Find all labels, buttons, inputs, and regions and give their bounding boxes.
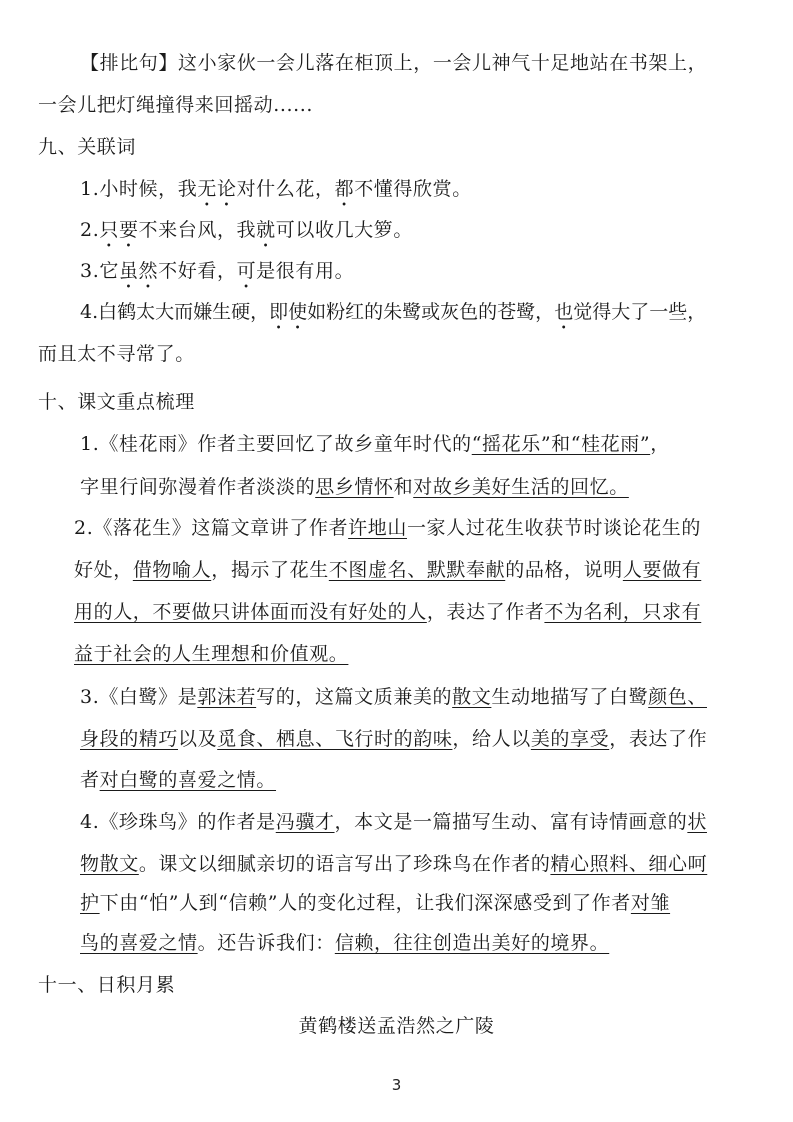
underlined-key-phrase: 不图虚名、默默奉献 [328, 559, 506, 581]
text-segment: 4.《珍珠鸟》的作者是 [80, 811, 276, 833]
text-segment: 觉得大了一些， [573, 301, 707, 323]
text-segment: 如粉红的朱鹭或灰色的苍鹭， [307, 301, 555, 323]
underlined-key-phrase: 散文 [452, 686, 492, 708]
underlined-key-phrase: 状 [687, 811, 707, 833]
text-segment: 。课文以细腻亲切的语言写出了珍珠鸟在作者的 [138, 853, 551, 875]
emphasized-conjunction: 使 [288, 301, 308, 323]
text-segment: 1.小时候，我 [80, 178, 198, 200]
text-segment: 是很有用。 [256, 260, 355, 282]
page-number: 3 [391, 1076, 402, 1094]
underlined-key-phrase: 许地山 [348, 517, 407, 539]
underlined-key-phrase: 不为名利，只求有 [544, 601, 702, 623]
underlined-key-phrase: 身段的精巧 [80, 728, 179, 750]
underlined-key-phrase: 精心照料、细心呵 [550, 853, 708, 875]
text-segment: 2.《落花生》这篇文章讲了作者 [74, 517, 349, 539]
text-segment: 字里行间弥漫着作者淡淡的 [80, 476, 316, 498]
text-segment: 好处， [74, 559, 133, 581]
parallelism-text: 这小家伙一会儿落在柜顶上，一会儿神气十足地站在书架上， [178, 52, 708, 74]
underlined-key-phrase: 思乡情怀 [315, 476, 394, 498]
emphasized-conjunction: 然 [138, 260, 159, 282]
text-segment: 不来台风，我 [138, 219, 257, 241]
text-segment: 可以收几大箩。 [275, 219, 413, 241]
keypoint-4-line-3 [80, 891, 670, 915]
keypoint-1-line-2 [80, 475, 629, 499]
parallelism-line-2: 一会儿把灯绳撞得来回摇动...... [38, 94, 314, 116]
keypoint-4-line-2 [80, 852, 707, 876]
keypoint-4-line-4 [80, 931, 609, 955]
underlined-key-phrase: 对故乡美好生活的回忆。 [413, 476, 629, 498]
text-segment: ，给人以 [452, 728, 531, 750]
text-segment: 对什么花， [236, 178, 335, 200]
underlined-key-phrase: “摇花乐”和“桂花雨” [471, 433, 651, 455]
text-segment: 的品格，说明 [505, 559, 623, 581]
underlined-key-phrase: 美的享受 [530, 728, 610, 750]
text-segment: 3.《白鹭》是 [80, 686, 198, 708]
text-segment: 。还告诉我们： [197, 932, 335, 954]
underlined-key-phrase: 人要做有 [622, 559, 702, 581]
emphasized-conjunction: 即 [269, 301, 289, 323]
underlined-key-phrase: 护 [80, 892, 100, 914]
section-heading-daily-accumulation: 十一、日积月累 [38, 974, 176, 996]
text-segment: 不懂得欣赏。 [354, 178, 472, 200]
underlined-key-phrase: 信赖，往往创造出美好的境界。 [334, 932, 610, 954]
text-segment: ，表达了作 [609, 728, 708, 750]
keypoint-4-line-1 [80, 810, 707, 834]
conjunction-item-4 [80, 300, 706, 334]
parallelism-line-1 [80, 51, 707, 75]
poem-title: 黄鹤楼送孟浩然之广陵 [298, 1015, 495, 1037]
conjunction-item-3 [80, 259, 354, 293]
underlined-key-phrase: 对雏 [630, 892, 671, 914]
emphasized-conjunction: 也 [554, 301, 574, 323]
conjunction-item-2 [80, 218, 413, 252]
conjunction-item-1 [80, 177, 472, 211]
parallelism-tag: 【排比句】 [80, 52, 179, 74]
underlined-key-phrase: 郭沫若 [197, 686, 257, 708]
underlined-key-phrase: 借物喻人 [132, 559, 212, 581]
text-segment: ，本文是一篇描写生动、富有诗情画意的 [334, 811, 688, 833]
text-segment: ， [650, 433, 670, 455]
keypoint-2-line-1 [74, 516, 701, 540]
emphasized-conjunction: 只 [99, 219, 119, 241]
text-segment: ，表达了作者 [426, 601, 545, 623]
keypoint-3-line-1 [80, 685, 707, 709]
emphasized-conjunction: 就 [256, 219, 276, 241]
text-segment: 者 [80, 769, 100, 791]
underlined-key-phrase: 对白鹭的喜爱之情。 [99, 769, 277, 791]
emphasized-conjunction: 论 [216, 178, 237, 200]
text-segment: 不好看， [158, 260, 237, 282]
underlined-key-phrase: 物散文 [80, 853, 139, 875]
text-segment: 1.《桂花雨》作者主要回忆了故乡童年时代的 [80, 433, 472, 455]
keypoint-2-line-4 [74, 642, 348, 666]
emphasized-conjunction: 无 [197, 178, 217, 200]
keypoint-3-line-2 [80, 727, 707, 751]
text-segment: 3.它 [80, 260, 119, 282]
keypoint-1-line-1 [80, 432, 670, 456]
keypoint-2-line-3 [74, 600, 701, 624]
text-segment: 和 [393, 476, 414, 498]
underlined-key-phrase: 颜色、 [648, 686, 707, 708]
text-segment: 一家人过花生收获节时谈论花生的 [406, 517, 701, 539]
emphasized-conjunction: 要 [118, 219, 139, 241]
text-segment: 写的，这篇文质兼美的 [256, 686, 453, 708]
emphasized-conjunction: 可 [236, 260, 257, 282]
keypoint-3-line-3 [80, 768, 276, 792]
text-segment: 生动地描写了白鹭 [491, 686, 649, 708]
text-segment: 以及 [178, 728, 218, 750]
emphasized-conjunction: 虽 [118, 260, 139, 282]
keypoint-2-line-2 [74, 558, 701, 582]
section-heading-key-points: 十、课文重点梳理 [38, 391, 195, 413]
text-segment: 2. [80, 219, 100, 241]
underlined-key-phrase: 冯骥才 [275, 811, 335, 833]
underlined-key-phrase: 鸟的喜爱之情 [80, 932, 198, 954]
text-segment: 下由“怕”人到“信赖”人的变化过程，让我们深深感受到了作者 [99, 892, 631, 914]
conjunction-item-4-continuation: 而且太不寻常了。 [38, 343, 195, 365]
underlined-key-phrase: 用的人，不要做只讲体面而没有好处的人 [74, 601, 427, 623]
emphasized-conjunction: 都 [334, 178, 355, 200]
underlined-key-phrase: 觅食、栖息、飞行时的韵味 [217, 728, 453, 750]
underlined-key-phrase: 益于社会的人生理想和价值观。 [74, 643, 349, 665]
text-segment: 4.白鹤太大而嫌生硬， [80, 301, 270, 323]
text-segment: ，揭示了花生 [211, 559, 329, 581]
section-heading-conjunctions: 九、关联词 [38, 136, 137, 158]
